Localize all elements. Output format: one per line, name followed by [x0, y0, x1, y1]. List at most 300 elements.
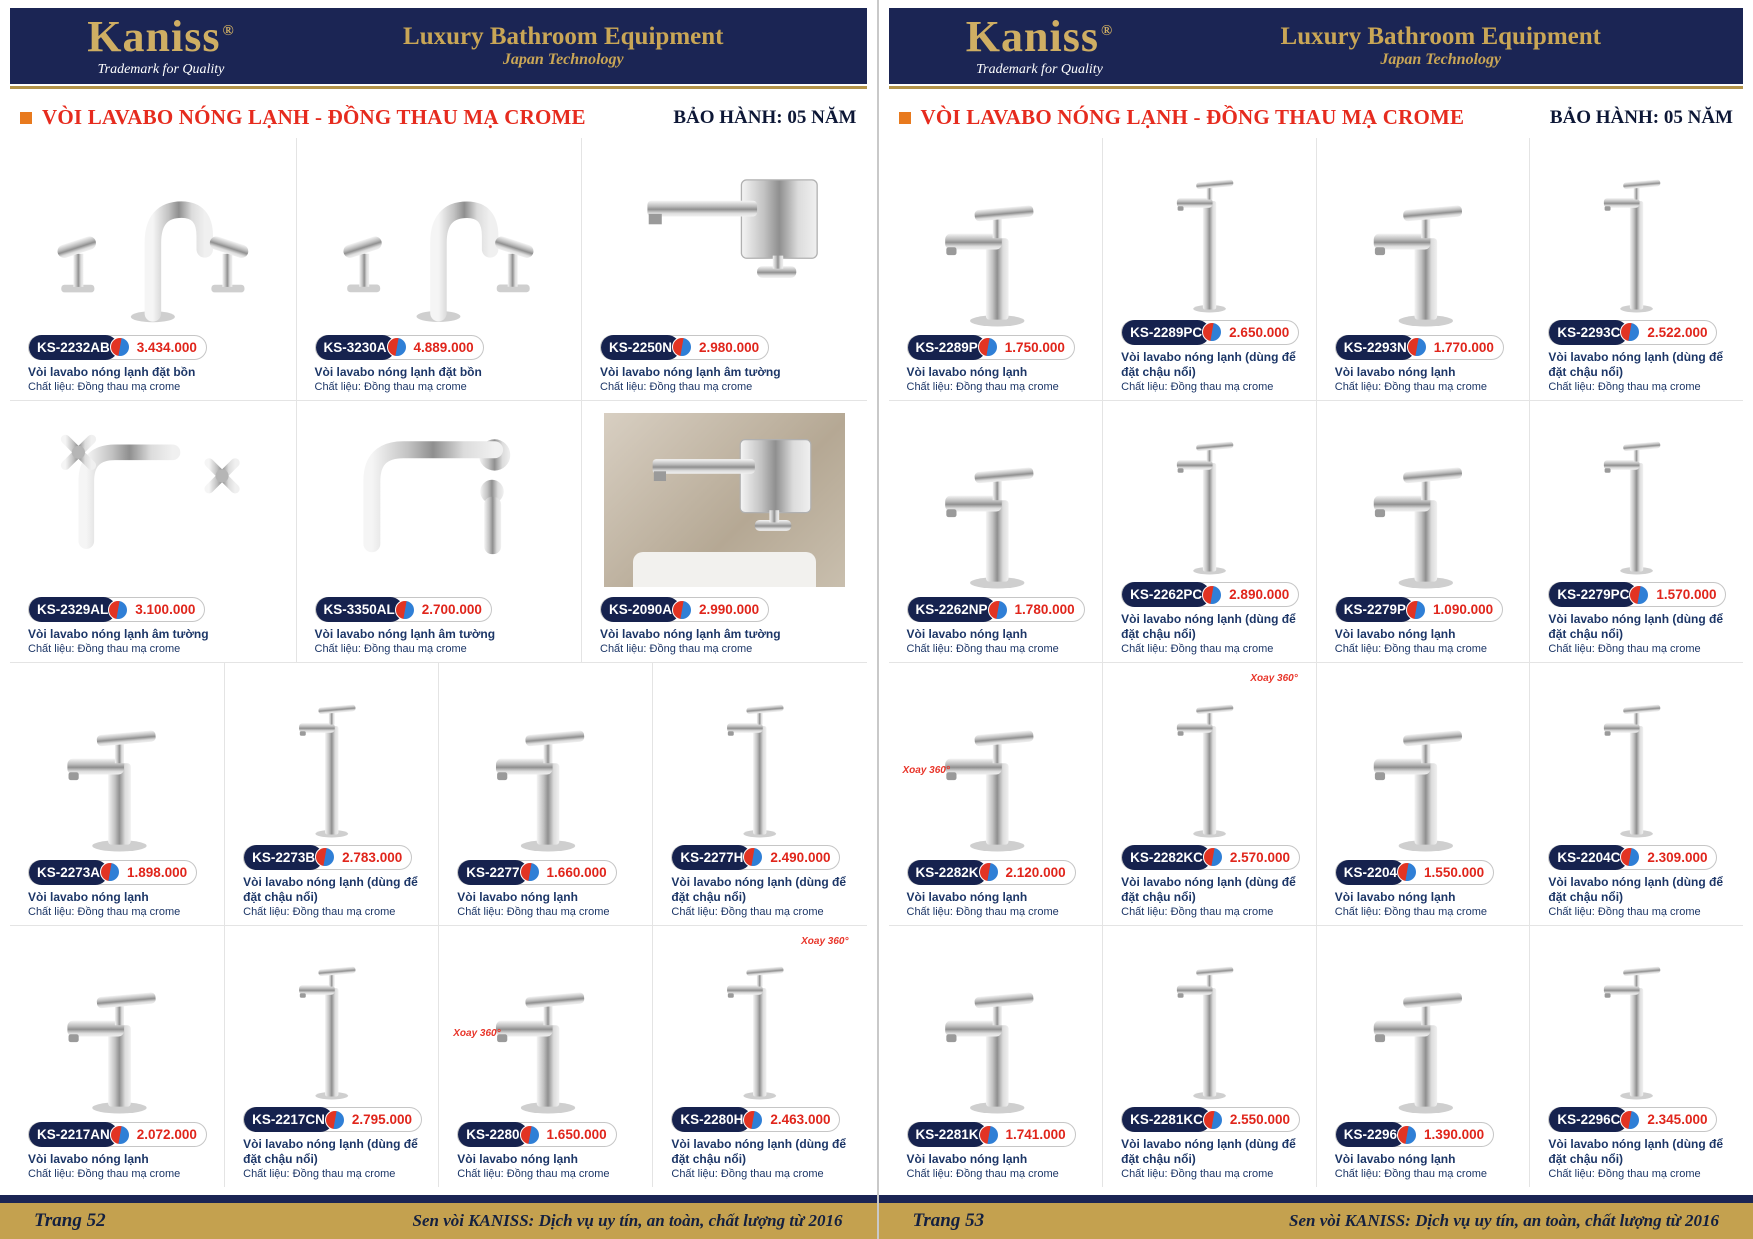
faucet-illustration — [247, 683, 417, 839]
hot-cold-icon — [325, 1110, 345, 1130]
product-card — [296, 401, 582, 663]
product-material: Chất liệu: Đồng thau mạ crome — [906, 643, 1059, 655]
faucet-illustration — [609, 159, 840, 329]
product-price: 2.890.000 — [1229, 587, 1290, 602]
product-badge — [457, 1122, 616, 1147]
product-badge — [1335, 860, 1494, 885]
hot-cold-icon — [978, 337, 998, 357]
model-code: KS-2262NP — [908, 597, 996, 622]
hot-cold-icon — [979, 862, 999, 882]
product-description: Vòi lavabo nóng lạnh âm tường — [28, 627, 209, 641]
product-material: Chất liệu: Đồng thau mạ crome — [600, 380, 753, 393]
faucet-illustration — [910, 421, 1080, 591]
faucet-illustration — [675, 945, 845, 1101]
product-price: 2.650.000 — [1229, 324, 1290, 340]
product-description: Vòi lavabo nóng lạnh — [906, 627, 1028, 641]
product-card — [1529, 663, 1743, 925]
faucet-illustration — [37, 421, 269, 591]
product-card — [652, 663, 866, 925]
section-bar — [20, 105, 857, 130]
hot-cold-icon — [743, 847, 763, 867]
hot-cold-icon — [1407, 337, 1427, 357]
product-material: Chất liệu: Đồng thau mạ crome — [600, 643, 753, 655]
product-material: Chất liệu: Đồng thau mạ crome — [1548, 905, 1701, 918]
product-row — [10, 925, 867, 1188]
product-image — [447, 669, 644, 854]
hot-cold-icon — [1406, 600, 1426, 620]
product-card — [1316, 401, 1530, 663]
product-row — [889, 138, 1744, 400]
product-card — [652, 926, 866, 1188]
catalog-page — [877, 0, 1753, 1239]
product-badge — [1121, 845, 1300, 870]
product-badge — [1335, 1122, 1494, 1147]
product-image — [1325, 932, 1522, 1117]
model-code: KS-2217AN — [29, 1122, 118, 1147]
product-price: 3.100.000 — [135, 602, 196, 617]
brand-tagline: Trademark for Quality — [976, 61, 1103, 77]
footer-navy-bar — [0, 1195, 877, 1203]
product-description: Vòi lavabo nóng lạnh đặt bồn — [314, 364, 482, 379]
product-image — [1111, 669, 1308, 839]
product-description: Vòi lavabo nóng lạnh (dùng để đặt chậu nổi) — [243, 1137, 418, 1166]
product-badge — [28, 335, 207, 360]
faucet-illustration — [1552, 158, 1721, 314]
product-card — [889, 138, 1103, 400]
product-price: 1.898.000 — [127, 864, 188, 880]
product-price: 2.072.000 — [136, 1127, 197, 1142]
product-image — [1111, 144, 1308, 314]
hot-cold-icon — [1629, 585, 1649, 605]
model-code: KS-2296C — [1549, 1107, 1628, 1132]
header-right — [1165, 23, 1718, 70]
product-material: Chất liệu: Đồng thau mạ crome — [1334, 380, 1487, 393]
product-card — [581, 401, 867, 663]
faucet-illustration — [621, 419, 828, 580]
rotation-annotation: Xoay 360° — [902, 765, 950, 777]
product-image — [305, 407, 574, 592]
product-price: 1.660.000 — [546, 864, 607, 880]
section-bar — [899, 105, 1734, 130]
model-code: KS-2329AL — [29, 597, 116, 622]
product-material: Chất liệu: Đồng thau mạ crome — [243, 1168, 396, 1180]
product-image — [661, 669, 858, 839]
product-material: Chất liệu: Đồng thau mạ crome — [1121, 905, 1274, 918]
model-code: KS-2282K — [908, 860, 987, 885]
brand-block — [915, 11, 1165, 78]
product-image — [1538, 144, 1735, 314]
product-card — [1102, 926, 1316, 1188]
product-card — [10, 926, 224, 1188]
product-image — [1325, 144, 1522, 329]
product-image — [1111, 932, 1308, 1102]
registered-mark-icon: ® — [222, 22, 235, 39]
header-title: Luxury Bathroom Equipment — [403, 22, 724, 50]
header-subtitle: Japan Technology — [502, 51, 624, 69]
hot-cold-icon — [1620, 322, 1640, 342]
product-price: 1.750.000 — [1004, 339, 1065, 355]
faucet-illustration — [1339, 684, 1508, 854]
model-code: KS-2277H — [672, 845, 751, 870]
product-description: Vòi lavabo nóng lạnh — [906, 364, 1028, 379]
gold-divider — [10, 86, 867, 89]
faucet-illustration — [323, 159, 554, 329]
model-code: KS-2273B — [244, 845, 323, 870]
warranty-label: BẢO HÀNH: 05 NĂM — [1549, 106, 1733, 128]
product-badge — [907, 335, 1075, 360]
section-title: VÒI LAVABO NÓNG LẠNH - ĐỒNG THAU MẠ CROME — [920, 105, 1465, 129]
model-code: KS-2281K — [908, 1122, 987, 1147]
page-footer — [0, 1195, 877, 1239]
model-code: KS-2296 — [1336, 1122, 1405, 1147]
product-image — [1538, 669, 1735, 839]
product-image — [18, 932, 216, 1117]
product-description: Vòi lavabo nóng lạnh — [1334, 627, 1456, 641]
product-material: Chất liệu: Đồng thau mạ crome — [28, 380, 181, 393]
product-badge — [1548, 1107, 1717, 1132]
rotation-annotation: Xoay 360° — [1250, 673, 1298, 684]
product-badge — [1548, 845, 1717, 870]
product-row — [10, 400, 867, 663]
product-material: Chất liệu: Đồng thau mạ crome — [906, 905, 1059, 918]
model-code: KS-2280 — [458, 1122, 527, 1147]
product-image — [18, 144, 288, 329]
footer-tagline: Sen vòi KANISS: Dịch vụ uy tín, an toàn, chất lượng từ 2016 — [1288, 1211, 1719, 1230]
hot-cold-icon — [1397, 862, 1417, 882]
product-image — [233, 669, 430, 839]
product-price: 2.990.000 — [699, 602, 760, 617]
model-code: KS-2289P — [908, 335, 986, 360]
hot-cold-icon — [1620, 847, 1640, 867]
product-price: 2.490.000 — [770, 849, 831, 865]
model-code: KS-2250N — [601, 335, 680, 360]
product-material: Chất liệu: Đồng thau mạ crome — [671, 1168, 824, 1180]
model-code: KS-2217CN — [244, 1107, 333, 1132]
product-row — [10, 662, 867, 925]
faucet-illustration — [37, 159, 269, 329]
product-badge — [1121, 320, 1299, 345]
product-price: 2.522.000 — [1647, 324, 1708, 340]
product-image — [18, 669, 216, 854]
product-image — [305, 144, 574, 329]
product-price: 1.650.000 — [546, 1127, 607, 1142]
page-header — [10, 8, 867, 84]
hot-cold-icon — [108, 600, 128, 620]
section-heading — [20, 105, 586, 130]
product-price: 1.741.000 — [1005, 1127, 1066, 1142]
model-code: KS-2281KC — [1122, 1107, 1211, 1132]
hot-cold-icon — [1203, 847, 1223, 867]
product-price: 3.434.000 — [136, 339, 197, 355]
product-badge — [671, 1107, 840, 1132]
hot-cold-icon — [1203, 1110, 1223, 1130]
product-description: Vòi lavabo nóng lạnh (dùng để đặt chậu nổi) — [1121, 1137, 1296, 1166]
product-row — [10, 138, 867, 400]
product-badge — [315, 335, 484, 360]
product-price: 1.570.000 — [1656, 587, 1717, 602]
faucet-illustration — [247, 945, 417, 1101]
product-description: Vòi lavabo nóng lạnh — [457, 1152, 578, 1166]
hot-cold-icon — [672, 600, 692, 620]
faucet-illustration — [1125, 945, 1294, 1101]
product-badge — [1548, 582, 1726, 607]
hot-cold-icon — [387, 337, 407, 357]
faucet-illustration — [32, 684, 202, 854]
faucet-illustration — [323, 421, 554, 591]
product-image — [1538, 932, 1735, 1102]
model-code: KS-2262PC — [1122, 582, 1210, 607]
product-image — [233, 932, 430, 1102]
product-material: Chất liệu: Đồng thau mạ crome — [28, 643, 181, 655]
product-description: Vòi lavabo nóng lạnh âm tường — [314, 627, 496, 641]
product-card — [1102, 663, 1316, 925]
section-bullet-icon — [20, 112, 32, 124]
product-material: Chất liệu: Đồng thau mạ crome — [243, 905, 396, 918]
footer-tagline: Sen vòi KANISS: Dịch vụ uy tín, an toàn, chất lượng từ 2016 — [412, 1211, 843, 1230]
product-image — [897, 669, 1095, 854]
section-title: VÒI LAVABO NÓNG LẠNH - ĐỒNG THAU MẠ CROME — [42, 105, 586, 129]
product-badge — [28, 597, 205, 622]
page-footer — [879, 1195, 1753, 1239]
product-image — [897, 932, 1095, 1117]
product-image — [897, 407, 1095, 592]
product-price: 2.345.000 — [1647, 1112, 1708, 1127]
product-description: Vòi lavabo nóng lạnh (dùng để đặt chậu nổi) — [1548, 349, 1724, 379]
faucet-illustration — [461, 684, 631, 854]
product-price: 2.700.000 — [421, 602, 482, 617]
model-code: KS-3350AL — [316, 597, 403, 622]
product-image — [897, 144, 1095, 329]
product-card — [1316, 926, 1530, 1188]
product-price: 2.980.000 — [699, 339, 760, 355]
product-description: Vòi lavabo nóng lạnh — [457, 889, 578, 904]
product-material: Chất liệu: Đồng thau mạ crome — [314, 380, 467, 393]
hot-cold-icon — [1202, 585, 1222, 605]
product-material: Chất liệu: Đồng thau mạ crome — [1548, 380, 1701, 393]
product-material: Chất liệu: Đồng thau mạ crome — [1121, 643, 1274, 655]
product-card — [10, 663, 224, 925]
product-badge — [457, 860, 616, 885]
model-code: KS-2293N — [1336, 335, 1415, 360]
model-code: KS-2273A — [29, 860, 108, 885]
footer-gold-strip — [0, 1203, 877, 1239]
product-material: Chất liệu: Đồng thau mạ crome — [906, 380, 1059, 393]
hot-cold-icon — [315, 847, 335, 867]
faucet-illustration — [32, 946, 202, 1116]
product-price: 2.120.000 — [1005, 864, 1066, 880]
product-material: Chất liệu: Đồng thau mạ crome — [1334, 905, 1487, 918]
product-grid — [10, 138, 867, 1187]
product-row — [889, 925, 1744, 1188]
product-price: 2.309.000 — [1647, 849, 1708, 865]
product-row — [889, 400, 1744, 663]
header-title: Luxury Bathroom Equipment — [1280, 22, 1601, 50]
hot-cold-icon — [672, 337, 692, 357]
product-material: Chất liệu: Đồng thau mạ crome — [457, 905, 610, 918]
product-badge — [1335, 335, 1504, 360]
brand-logo — [87, 11, 235, 61]
product-material: Chất liệu: Đồng thau mạ crome — [457, 1168, 610, 1180]
model-code: KS-2204C — [1549, 845, 1628, 870]
hot-cold-icon — [743, 1110, 763, 1130]
model-code: KS-2293C — [1549, 320, 1628, 345]
product-material: Chất liệu: Đồng thau mạ crome — [671, 905, 824, 918]
product-material: Chất liệu: Đồng thau mạ crome — [1548, 643, 1701, 655]
hot-cold-icon — [1397, 1125, 1417, 1145]
faucet-illustration — [910, 159, 1080, 329]
product-description: Vòi lavabo nóng lạnh (dùng để đặt chậu nổi) — [1121, 612, 1296, 641]
product-price: 1.770.000 — [1433, 339, 1494, 355]
product-image — [1325, 669, 1522, 854]
product-description: Vòi lavabo nóng lạnh (dùng để đặt chậu nổi) — [671, 1137, 847, 1166]
model-code: KS-2204 — [1336, 860, 1405, 885]
product-card — [438, 663, 652, 925]
product-price: 4.889.000 — [413, 339, 474, 355]
product-material: Chất liệu: Đồng thau mạ crome — [28, 905, 181, 918]
product-description: Vòi lavabo nóng lạnh (dùng để đặt chậu nổi) — [1548, 612, 1724, 641]
product-material: Chất liệu: Đồng thau mạ crome — [1334, 1168, 1487, 1180]
product-badge — [243, 1107, 422, 1132]
header-subtitle: Japan Technology — [1380, 51, 1502, 69]
brand-tagline: Trademark for Quality — [97, 61, 225, 77]
faucet-illustration — [1552, 945, 1721, 1101]
product-card — [1529, 138, 1743, 400]
model-code: KS-2282KC — [1122, 845, 1211, 870]
product-image — [1325, 407, 1522, 592]
product-image — [661, 932, 858, 1102]
product-material: Chất liệu: Đồng thau mạ crome — [1334, 643, 1487, 655]
product-description: Vòi lavabo nóng lạnh đặt bồn — [28, 364, 196, 379]
product-description: Vòi lavabo nóng lạnh (dùng để đặt chậu nổi) — [671, 874, 847, 904]
rotation-annotation: Xoay 360° — [801, 935, 849, 947]
faucet-illustration — [675, 683, 845, 839]
warranty-label: BẢO HÀNH: 05 NĂM — [673, 106, 857, 128]
page-number-label: Trang 53 — [912, 1210, 985, 1231]
header-right — [286, 23, 841, 70]
product-description: Vòi lavabo nóng lạnh — [28, 1152, 149, 1166]
section-bullet-icon — [899, 112, 911, 124]
page-number-label: Trang 52 — [34, 1210, 106, 1231]
product-badge — [1548, 320, 1717, 345]
product-badge — [1121, 582, 1299, 607]
product-badge — [315, 597, 492, 622]
product-price: 1.090.000 — [1433, 602, 1494, 617]
faucet-illustration — [1339, 946, 1508, 1116]
footer-gold-strip — [879, 1203, 1753, 1239]
product-badge — [28, 1122, 207, 1147]
product-image — [590, 144, 859, 329]
product-material: Chất liệu: Đồng thau mạ crome — [1548, 1168, 1701, 1180]
product-material: Chất liệu: Đồng thau mạ crome — [314, 643, 467, 655]
product-description: Vòi lavabo nóng lạnh âm tường — [600, 364, 781, 379]
faucet-illustration — [1552, 683, 1721, 839]
product-description: Vòi lavabo nóng lạnh — [906, 889, 1028, 904]
product-image — [1538, 407, 1735, 577]
product-price: 1.390.000 — [1424, 1127, 1485, 1142]
faucet-illustration — [910, 946, 1080, 1116]
hot-cold-icon — [100, 862, 120, 882]
product-badge — [907, 860, 1076, 885]
faucet-illustration — [1125, 683, 1294, 839]
product-grid — [889, 138, 1744, 1187]
product-description: Vòi lavabo nóng lạnh — [28, 889, 149, 904]
product-description: Vòi lavabo nóng lạnh — [1334, 1152, 1456, 1166]
product-badge — [671, 845, 840, 870]
product-card — [1316, 663, 1530, 925]
product-description: Vòi lavabo nóng lạnh (dùng để đặt chậu nổi) — [1121, 874, 1296, 904]
product-card — [1529, 401, 1743, 663]
product-description: Vòi lavabo nóng lạnh (dùng để đặt chậu nổi) — [1548, 1137, 1724, 1166]
product-description: Vòi lavabo nóng lạnh (dùng để đặt chậu nổi) — [243, 874, 418, 904]
product-description: Vòi lavabo nóng lạnh — [1334, 889, 1456, 904]
product-description: Vòi lavabo nóng lạnh (dùng để đặt chậu nổi) — [1121, 349, 1296, 379]
hot-cold-icon — [1620, 1110, 1640, 1130]
product-material: Chất liệu: Đồng thau mạ crome — [1121, 380, 1274, 393]
page-header — [889, 8, 1744, 84]
hot-cold-icon — [979, 1125, 999, 1145]
product-price: 1.780.000 — [1014, 602, 1075, 617]
product-badge — [1335, 597, 1503, 622]
product-material: Chất liệu: Đồng thau mạ crome — [1121, 1168, 1274, 1180]
product-image — [18, 407, 288, 592]
product-badge — [600, 597, 769, 622]
faucet-illustration — [1125, 420, 1294, 576]
hot-cold-icon — [1202, 322, 1222, 342]
hot-cold-icon — [395, 600, 415, 620]
footer-navy-bar — [879, 1195, 1753, 1203]
product-card — [889, 926, 1103, 1188]
product-description: Vòi lavabo nóng lạnh — [906, 1152, 1028, 1166]
product-card — [581, 138, 867, 400]
product-card — [1102, 138, 1316, 400]
brand-logo — [965, 11, 1114, 61]
product-badge — [243, 845, 412, 870]
model-code: KS-2232AB — [29, 335, 118, 360]
faucet-illustration — [1339, 159, 1508, 329]
product-material: Chất liệu: Đồng thau mạ crome — [28, 1168, 181, 1180]
product-row — [889, 662, 1744, 925]
product-image — [1111, 407, 1308, 577]
product-card — [1529, 926, 1743, 1188]
hot-cold-icon — [110, 1125, 130, 1145]
hot-cold-icon — [520, 862, 540, 882]
brand-block — [36, 11, 286, 78]
product-card — [889, 663, 1103, 925]
gold-divider — [889, 86, 1744, 89]
faucet-illustration — [1552, 420, 1721, 576]
product-price: 2.795.000 — [351, 1112, 412, 1127]
product-badge — [907, 597, 1085, 622]
product-description: Vòi lavabo nóng lạnh (dùng để đặt chậu nổi) — [1548, 874, 1724, 904]
product-card — [224, 926, 438, 1188]
product-price: 2.463.000 — [770, 1112, 831, 1127]
product-card — [889, 401, 1103, 663]
product-image — [447, 932, 644, 1117]
product-badge — [28, 860, 197, 885]
product-image — [604, 413, 845, 588]
product-price: 2.570.000 — [1229, 849, 1290, 865]
model-code: KS-2277 — [458, 860, 527, 885]
model-code: KS-2279P — [1336, 597, 1414, 622]
section-heading — [899, 105, 1465, 130]
product-price: 2.783.000 — [342, 849, 403, 865]
rotation-annotation: Xoay 360° — [453, 1027, 501, 1039]
model-code: KS-3230A — [316, 335, 395, 360]
product-badge — [600, 335, 769, 360]
product-badge — [1121, 1107, 1300, 1132]
product-card — [10, 138, 296, 400]
product-price: 1.550.000 — [1424, 864, 1485, 880]
